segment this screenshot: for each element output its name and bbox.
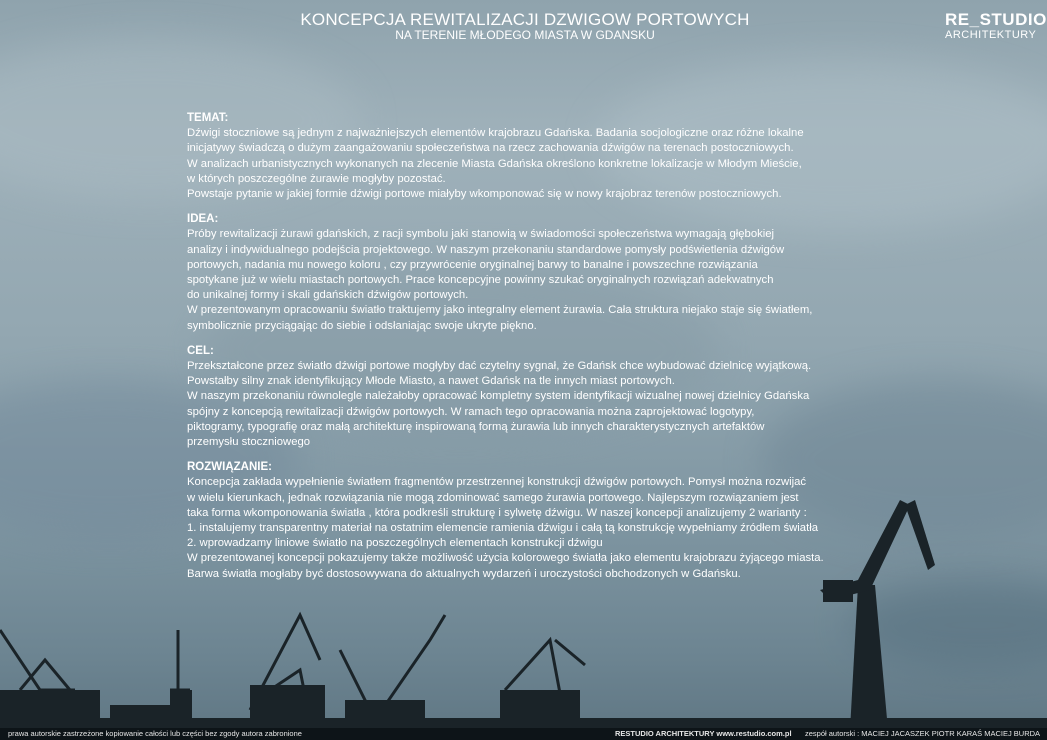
paragraph-line: Koncepcja zakłada wypełnienie światłem fragmentów przestrzennej konstrukcji dźwigów portowych. Pomysł można rozwijać	[187, 476, 807, 489]
paragraph-line: do unikalnej formy i skali gdańskich dźwigów portowych.	[187, 289, 469, 302]
section-heading: IDEA:	[187, 213, 219, 226]
paragraph-line: analizy i indywidualnego podejścia projektowego. W naszym przekonaniu standardowe pomysły podświetlenia dźwigów	[187, 243, 785, 256]
paragraph-line: Próby rewitalizacji żurawi gdańskich, z racji symbolu jaki stanowią w świadomości społeczeństwa wymagają głębokiej	[187, 228, 775, 241]
paragraph-line: symbolicznie przyciągając do siebie i odsłaniając swoje ukryte piękno.	[187, 319, 537, 332]
logo-subtitle: ARCHITEKTURY	[945, 29, 1037, 41]
paragraph-line: w których poszczególne żurawie mogłyby pozostać.	[187, 172, 446, 185]
paragraph-line: portowych, nadania mu nowego koloru , czy przywrócenie oryginalnej barwy to banalne i powszechne rozwiązania	[187, 258, 758, 271]
crane-silhouettes	[0, 490, 1047, 730]
paragraph-line: W prezentowanym opracowaniu światło traktujemy jako integralny element żurawia. Cała struktura niejako staje się światłem,	[187, 304, 813, 317]
section-heading: ROZWIĄZANIE:	[187, 461, 272, 474]
paragraph-line: W analizach urbanistycznych wykonanych na zlecenie Miasta Gdańska określono konkretne lokalizacje w Młodym Mieście,	[187, 157, 802, 170]
paragraph-line: Dźwigi stoczniowe są jednym z najważniejszych elementów krajobrazu Gdańska. Badania socjologiczne oraz różne lokalne	[187, 127, 804, 140]
section-cel	[187, 344, 887, 450]
paragraph-line: spójny z koncepcją rewitalizacji dźwigów portowych. W ramach tego opracowania można zaprojektować logotypy,	[187, 405, 755, 418]
paragraph-line: W naszym przekonaniu równolegle należałoby opracować kompletny system identyfikacji wizualnej nowej dzielnicy Gdańska	[187, 390, 810, 403]
footer-team: zespół autorski : MACIEJ JACASZEK PIOTR KARAŚ MACIEJ BURDA	[805, 729, 1041, 738]
crane-1-body	[20, 660, 70, 690]
page-subtitle: NA TERENIE MŁODEGO MIASTA W GDANSKU	[395, 28, 655, 42]
footer-copyright: prawa autorskie zastrzeżone kopiowanie całości lub części bez zgody autora zabronione	[8, 729, 302, 738]
section-temat	[187, 111, 887, 202]
paragraph-line: W prezentowanej koncepcji pokazujemy także możliwość użycia kolorowego światła jako elementu krajobrazu żyjącego miasta.	[187, 552, 824, 565]
footer-studio-link[interactable]: RESTUDIO ARCHITEKTURY www.restudio.com.pl	[615, 729, 792, 738]
big-crane-tower	[850, 585, 888, 730]
section-heading: TEMAT:	[187, 112, 229, 124]
paragraph-line: Przekształcone przez światło dźwigi portowe mogłyby dać czytelny sygnał, że Gdańsk chce wybudować dzielnicę wyjątkową.	[187, 360, 812, 373]
paragraph-line: taka forma wkomponowania światła , która podkreśli strukturę i sylwetę dźwigu. W naszej koncepcji analizujemy 2 warianty :	[187, 506, 807, 519]
big-crane-jib	[905, 500, 935, 570]
paragraph-line: spotykane już w wielu miastach portowych. Prace koncepcyjne powinny szukać oryginalnych rozwiązań adekwatnych	[187, 274, 774, 287]
paragraph-line: w wielu kierunkach, jednak rozwiązania nie mogą zdominować samego żurawia portowego. Najlepszym rozwiązaniem jest	[187, 491, 799, 504]
big-crane-cabin	[823, 580, 853, 602]
page-title: KONCEPCJA REWITALIZACJI DZWIGOW PORTOWYCH	[300, 10, 750, 29]
footer	[0, 728, 1047, 740]
logo-name: RE_STUDIO	[945, 10, 1047, 29]
paragraph-line: przemysłu stoczniowego	[187, 436, 311, 449]
paragraph-line: Powstałby silny znak identyfikujący Młode Miasto, a nawet Gdańsk na tle innych miast portowych.	[187, 375, 675, 388]
section-idea	[187, 212, 887, 334]
paragraph-line: piktogramy, typografię oraz małą architekturę inspirowaną formą żurawia lub innych charakterystycznych artefaktów	[187, 420, 765, 433]
paragraph-line: Powstaje pytanie w jakiej formie dźwigi portowe miałyby wkomponować się w nowy krajobraz terenów postoczniowych.	[187, 188, 782, 201]
studio-logo	[945, 10, 1047, 41]
paragraph-line: inicjatywy świadczą o dużym zaangażowaniu społeczeństwa na rzecz zachowania dźwigów na terenach postoczniowych.	[187, 142, 794, 155]
section-heading: CEL:	[187, 344, 214, 357]
paragraph-line: Barwa światła mogłaby być dostosowywana do aktualnych wydarzeń i uroczystości obchodzonych w Gdańsku.	[187, 567, 741, 580]
paragraph-line: 1. instalujemy transparentny materiał na ostatnim elemencie ramienia dźwigu i całą tą konstrukcję wypełniamy źródłem światła	[187, 522, 819, 535]
paragraph-line: 2. wprowadzamy liniowe światło na poszczególnych elementach konstrukcji dźwigu	[187, 537, 603, 550]
